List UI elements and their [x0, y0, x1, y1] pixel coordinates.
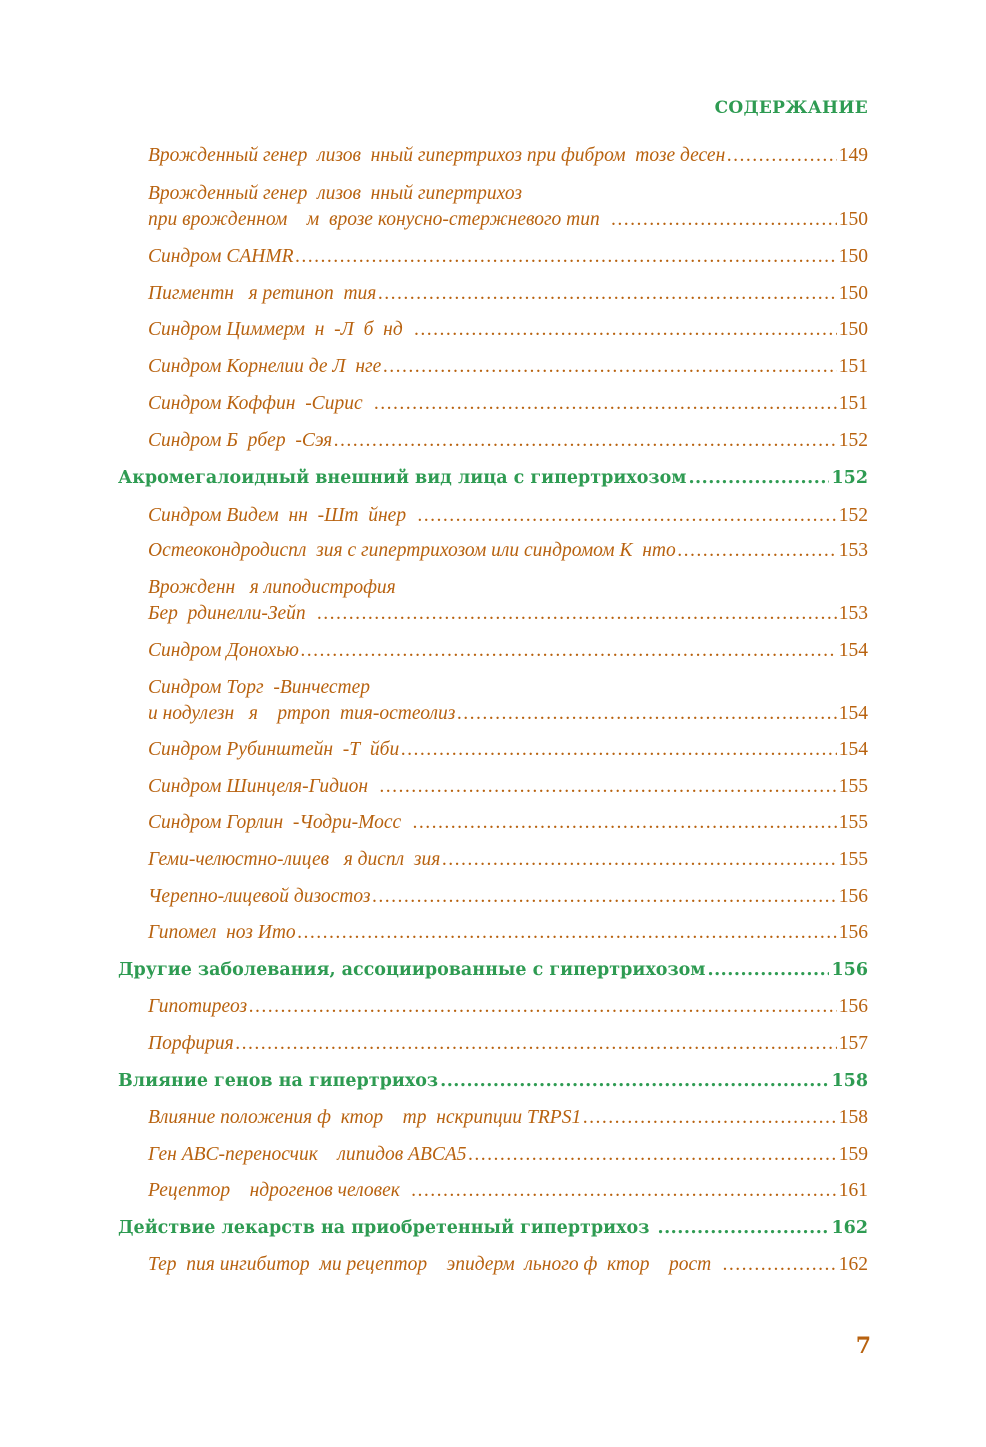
toc-subentry[interactable] — [148, 244, 868, 270]
toc-subentry[interactable] — [148, 354, 868, 380]
toc-page-number: 155 — [838, 776, 868, 797]
dot-leader — [457, 701, 836, 727]
dot-leader — [380, 774, 837, 800]
toc-page-number: 158 — [838, 1107, 868, 1128]
toc-page-number: 156 — [838, 886, 868, 907]
toc-entry-title: Синдром Циммерм н -Л б нд — [148, 319, 413, 340]
toc-page-number: 151 — [838, 393, 868, 414]
toc-subentry[interactable] — [148, 884, 868, 910]
dot-leader — [236, 1031, 837, 1057]
toc-subentry[interactable] — [148, 601, 868, 627]
toc-page-number: 153 — [838, 540, 868, 561]
toc-page-number: 150 — [838, 319, 868, 340]
toc-entry-title: Черепно-лицевой дизостоз — [148, 886, 371, 907]
toc-page-number: 156 — [838, 996, 868, 1017]
toc-page-number: 152 — [838, 430, 868, 451]
toc-page-number: 155 — [838, 849, 868, 870]
toc-page-number: 154 — [838, 739, 868, 760]
dot-leader — [298, 920, 837, 946]
toc-page-number: 153 — [838, 603, 868, 624]
dot-leader — [612, 207, 837, 233]
toc-entry-title: Действие лекарств на приобретенный гипертрихоз — [118, 1218, 656, 1238]
toc-page-number: 156 — [838, 922, 868, 943]
dot-leader — [708, 957, 830, 983]
toc-entry-title: Синдром Донохью — [148, 640, 299, 661]
toc-entry-title: Гипомел ноз Ито — [148, 922, 296, 943]
toc-subentry[interactable] — [148, 281, 868, 307]
toc-entry-title: и нодулезн я ртроп тия-остеолиз — [148, 703, 456, 724]
toc-entry-line — [148, 575, 868, 601]
toc-page-number: 158 — [831, 1071, 868, 1091]
toc-entry-title: Влияние положения ф ктор тр нскрипции TRPS1 — [148, 1107, 582, 1128]
toc-subentry[interactable] — [148, 1031, 868, 1057]
toc-subentry[interactable] — [148, 701, 868, 727]
toc-entry-title: Рецептор ндрогенов человек — [148, 1180, 410, 1201]
dot-leader — [723, 1252, 837, 1278]
running-head: СОДЕРЖАНИЕ — [714, 98, 868, 118]
toc-entry-title: Ген ABC-переносчик липидов ABCA5 — [148, 1144, 467, 1165]
toc-entry-title: Влияние генов на гипертрихоз — [118, 1071, 439, 1091]
toc-section-entry[interactable] — [118, 957, 868, 983]
dot-leader — [296, 244, 837, 270]
dot-leader — [442, 847, 836, 873]
toc-page-number: 159 — [838, 1144, 868, 1165]
toc-subentry[interactable] — [148, 1105, 868, 1131]
toc-page-number: 151 — [838, 356, 868, 377]
toc-page-number: 152 — [831, 468, 868, 488]
toc-subentry[interactable] — [148, 774, 868, 800]
toc-subentry[interactable] — [148, 428, 868, 454]
toc-entry-title: Пигментн я ретиноп тия — [148, 283, 377, 304]
toc-entry-title: Тер пия ингибитор ми рецептор эпидерм льного ф ктор рост — [148, 1254, 721, 1275]
toc-subentry[interactable] — [148, 538, 868, 564]
toc-subentry[interactable] — [148, 503, 868, 529]
toc-entry-title: Остеокондродиспл зия с гипертрихозом или синдромом К нто — [148, 540, 676, 561]
toc-entry-line — [148, 181, 868, 207]
dot-leader — [317, 601, 836, 627]
dot-leader — [374, 391, 836, 417]
toc-page-number: 162 — [831, 1218, 868, 1238]
toc-section-entry[interactable] — [118, 1068, 868, 1094]
toc-page-number: 154 — [838, 703, 868, 724]
toc-entry-title: Геми-челюстно-лицев я диспл зия — [148, 849, 441, 870]
toc-subentry[interactable] — [148, 207, 868, 233]
toc-entry-line — [148, 675, 868, 701]
dot-leader — [249, 994, 837, 1020]
toc-subentry[interactable] — [148, 847, 868, 873]
toc-entry-title: Синдром Шинцеля-Гидион — [148, 776, 378, 797]
toc-page-number: 150 — [838, 246, 868, 267]
toc-entry-title: Врожденн я липодистрофия — [148, 577, 396, 598]
toc-entry-title: Синдром CAHMR — [148, 246, 294, 267]
toc-page-number: 149 — [838, 145, 868, 166]
toc-entry-title: Синдром Торг -Винчестер — [148, 677, 371, 698]
toc-page-number: 150 — [838, 283, 868, 304]
toc-entry-title: Врожденный генер лизов нный гипертрихоз при фибром тозе десен — [148, 145, 726, 166]
dot-leader — [413, 810, 837, 836]
dot-leader — [657, 1215, 829, 1241]
toc-entry-title: Синдром Корнелии де Л нге — [148, 356, 382, 377]
page-number: 7 — [855, 1333, 871, 1359]
toc-entry-title: Синдром Коффин -Сирис — [148, 393, 373, 414]
toc-subentry[interactable] — [148, 1142, 868, 1168]
dot-leader — [678, 538, 837, 564]
dot-leader — [418, 503, 837, 529]
toc-page-number: 150 — [838, 209, 868, 230]
toc-page-number: 155 — [838, 812, 868, 833]
toc-entry-title: Синдром Горлин -Чодри-Мосс — [148, 812, 411, 833]
toc-page-number: 157 — [838, 1033, 868, 1054]
toc-subentry[interactable] — [148, 143, 868, 169]
toc-entry-title: при врожденном м врозе конусно-стержневого тип — [148, 209, 610, 230]
toc-entry-title: Врожденный генер лизов нный гипертрихоз — [148, 183, 522, 204]
toc-entry-title: Бер рдинелли-Зейп — [148, 603, 316, 624]
dot-leader — [688, 465, 829, 491]
dot-leader — [583, 1105, 837, 1131]
dot-leader — [372, 884, 836, 910]
toc-page-number: 161 — [838, 1180, 868, 1201]
toc-subentry[interactable] — [148, 1178, 868, 1204]
toc-page-number: 154 — [838, 640, 868, 661]
toc-section-entry[interactable] — [118, 465, 868, 491]
toc-subentry[interactable] — [148, 994, 868, 1020]
dot-leader — [334, 428, 837, 454]
dot-leader — [401, 737, 837, 763]
dot-leader — [383, 354, 836, 380]
dot-leader — [412, 1178, 837, 1204]
dot-leader — [414, 317, 836, 343]
toc-entry-title: Порфирия — [148, 1033, 234, 1054]
toc-page-number: 162 — [838, 1254, 868, 1275]
toc-subentry[interactable] — [148, 638, 868, 664]
toc-entry-title: Акромегалоидный внешний вид лица с гипертрихозом — [118, 468, 687, 488]
dot-leader — [440, 1068, 829, 1094]
dot-leader — [378, 281, 836, 307]
toc-entry-title: Синдром Б рбер -Сэя — [148, 430, 333, 451]
dot-leader — [301, 638, 837, 664]
toc-subentry[interactable] — [148, 920, 868, 946]
toc-entry-title: Гипотиреоз — [148, 996, 248, 1017]
dot-leader — [469, 1142, 837, 1168]
toc-section-entry[interactable] — [118, 1215, 868, 1241]
toc-page-number: 152 — [838, 505, 868, 526]
toc-entry-title: Синдром Рубинштейн -Т йби — [148, 739, 400, 760]
toc-entry-title: Другие заболевания, ассоциированные с гипертрихозом — [118, 960, 706, 980]
toc-subentry[interactable] — [148, 737, 868, 763]
toc-subentry[interactable] — [148, 391, 868, 417]
toc-subentry[interactable] — [148, 1252, 868, 1278]
dot-leader — [727, 143, 837, 169]
toc-subentry[interactable] — [148, 810, 868, 836]
toc-entry-title: Синдром Видем нн -Шт йнер — [148, 505, 416, 526]
toc-subentry[interactable] — [148, 317, 868, 343]
toc-page-number: 156 — [831, 960, 868, 980]
